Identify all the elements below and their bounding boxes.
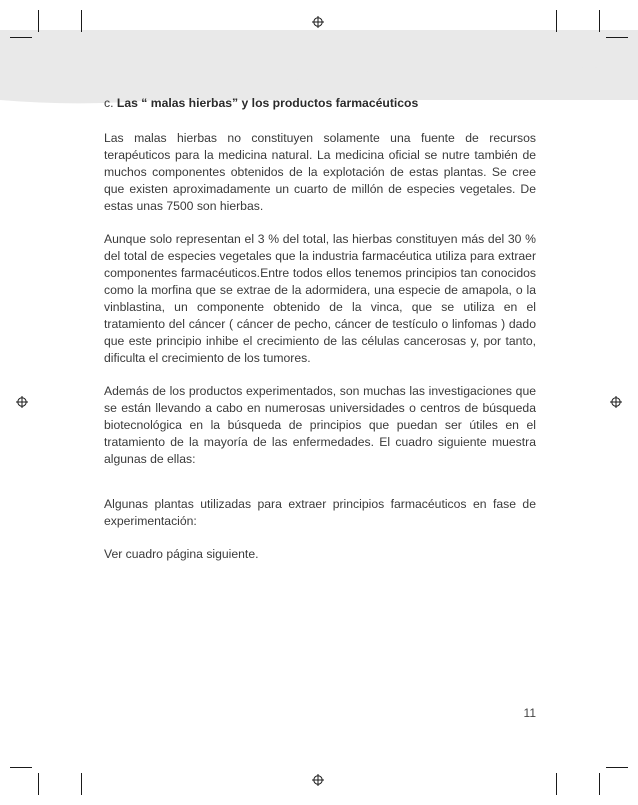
paragraph-plantas: Algunas plantas utilizadas para extraer principios farmacéuticos en fase de experimentación: <box>104 497 536 528</box>
registration-mark-icon <box>16 396 28 408</box>
registration-mark-icon <box>312 774 324 786</box>
section-heading <box>104 95 536 112</box>
page-content <box>104 95 536 579</box>
paragraph-intro: Las malas hierbas no constituyen solamente una fuente de recursos terapéuticos para la medicina natural. La medicina oficial se nutre también de muchos componentes obtenidos de la explotación de estas plantas. Se cree que existen aproximadamente un cuarto de millón de especies vegetales. De estas unas 7500 son hierbas. <box>104 131 536 213</box>
registration-mark-icon <box>610 396 622 408</box>
registration-mark-icon <box>312 16 324 28</box>
page-number: 11 <box>523 706 536 720</box>
paragraph-hierbas: Aunque solo representan el 3 % del total, las hierbas constituyen más del 30 % del total de especies vegetales que la industria farmacéutica utiliza para extraer componentes farmacéuticos.Entre todos ellos tenemos principios tan conocidos como la morfina que se extrae de la adormidera, una especie de amapola, o la vinblastina, un componente obtenido de la vinca, que se utiliza en el tratamiento del cáncer ( cáncer de pecho, cáncer de testículo o linfomas ) dado que este principio inhibe el crecimiento de las células cancerosas y, por tanto, dificulta el crecimiento de los tumores. <box>104 232 536 365</box>
section-prefix: c. <box>104 96 114 110</box>
section-title: Las “ malas hierbas” y los productos farmacéuticos <box>116 96 419 110</box>
paragraph-ver-cuadro: Ver cuadro página siguiente. <box>104 547 259 561</box>
paragraph-investigaciones: Además de los productos experimentados, son muchas las investigaciones que se están llevando a cabo en numerosas universidades o centros de búsqueda biotecnológica en la búsqueda de principios que puedan ser útiles en el tratamiento de la mayoría de las enfermedades. El cuadro siguiente muestra algunas de ellas: <box>104 384 536 466</box>
